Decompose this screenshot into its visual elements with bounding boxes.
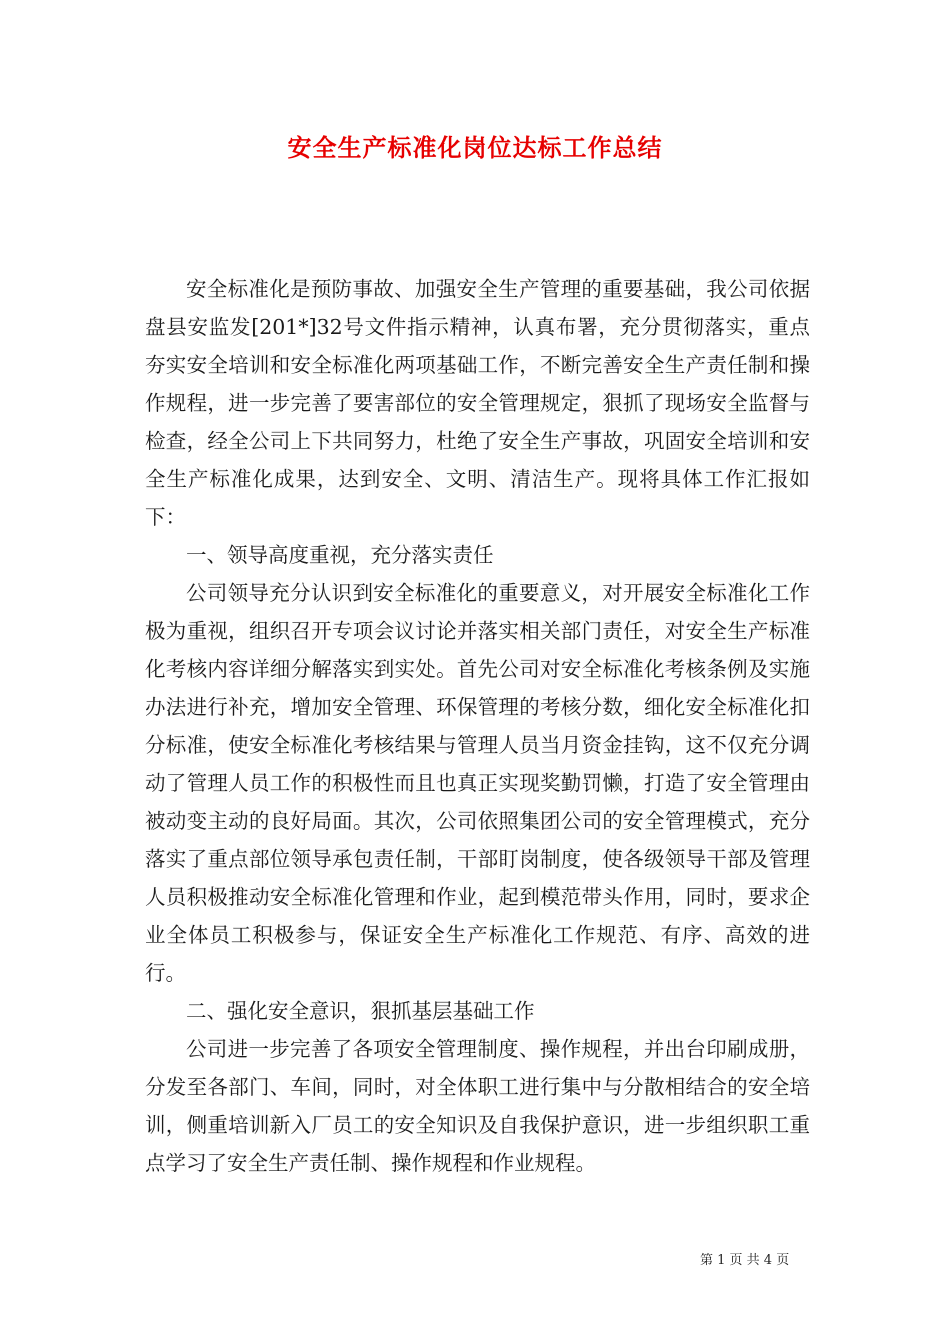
- section-1-paragraph: 公司领导充分认识到安全标准化的重要意义，对开展安全标准化工作极为重视，组织召开专项会议讨论并落实相关部门责任，对安全生产标准化考核内容详细分解落实到实处。首先公司对安全标准化考核条例及实施办法进行补充，增加安全管理、环保管理的考核分数，细化安全标准化扣分标准，使安全标准化考核结果与管理人员当月资金挂钩，这不仅充分调动了管理人员工作的积极性而且也真正实现奖勤罚懒，打造了安全管理由被动变主动的良好局面。其次，公司依照集团公司的安全管理模式，充分落实了重点部位领导承包责任制，干部盯岗制度，使各级领导干部及管理人员积极推动安全标准化管理和作业，起到模范带头作用，同时，要求企业全体员工积极参与，保证安全生产标准化工作规范、有序、高效的进行。: [145, 581, 810, 985]
- section-heading-2: 二、强化安全意识，狠抓基层基础工作: [186, 999, 535, 1023]
- document-title: 安全生产标准化岗位达标工作总结: [287, 134, 663, 162]
- document-body: [145, 270, 810, 1182]
- intro-paragraph: 安全标准化是预防事故、加强安全生产管理的重要基础，我公司依据盘县安监发[201*]32号文件指示精神，认真布署，充分贯彻落实，重点夯实安全培训和安全标准化两项基础工作，不断完善安全生产责任制和操作规程，进一步完善了要害部位的安全管理规定，狠抓了现场安全监督与检查，经全公司上下共同努力，杜绝了安全生产事故，巩固安全培训和安全生产标准化成果，达到安全、文明、清洁生产。现将具体工作汇报如下：: [145, 277, 810, 529]
- section-2-paragraph: 公司进一步完善了各项安全管理制度、操作规程，并出台印刷成册，分发至各部门、车间，同时，对全体职工进行集中与分散相结合的安全培训，侧重培训新入厂员工的安全知识及自我保护意识，进一步组织职工重点学习了安全生产责任制、操作规程和作业规程。: [145, 1037, 810, 1175]
- page-number-footer: 第 1 页 共 4 页: [700, 1253, 790, 1268]
- section-heading-1: 一、领导高度重视，充分落实责任: [186, 543, 494, 567]
